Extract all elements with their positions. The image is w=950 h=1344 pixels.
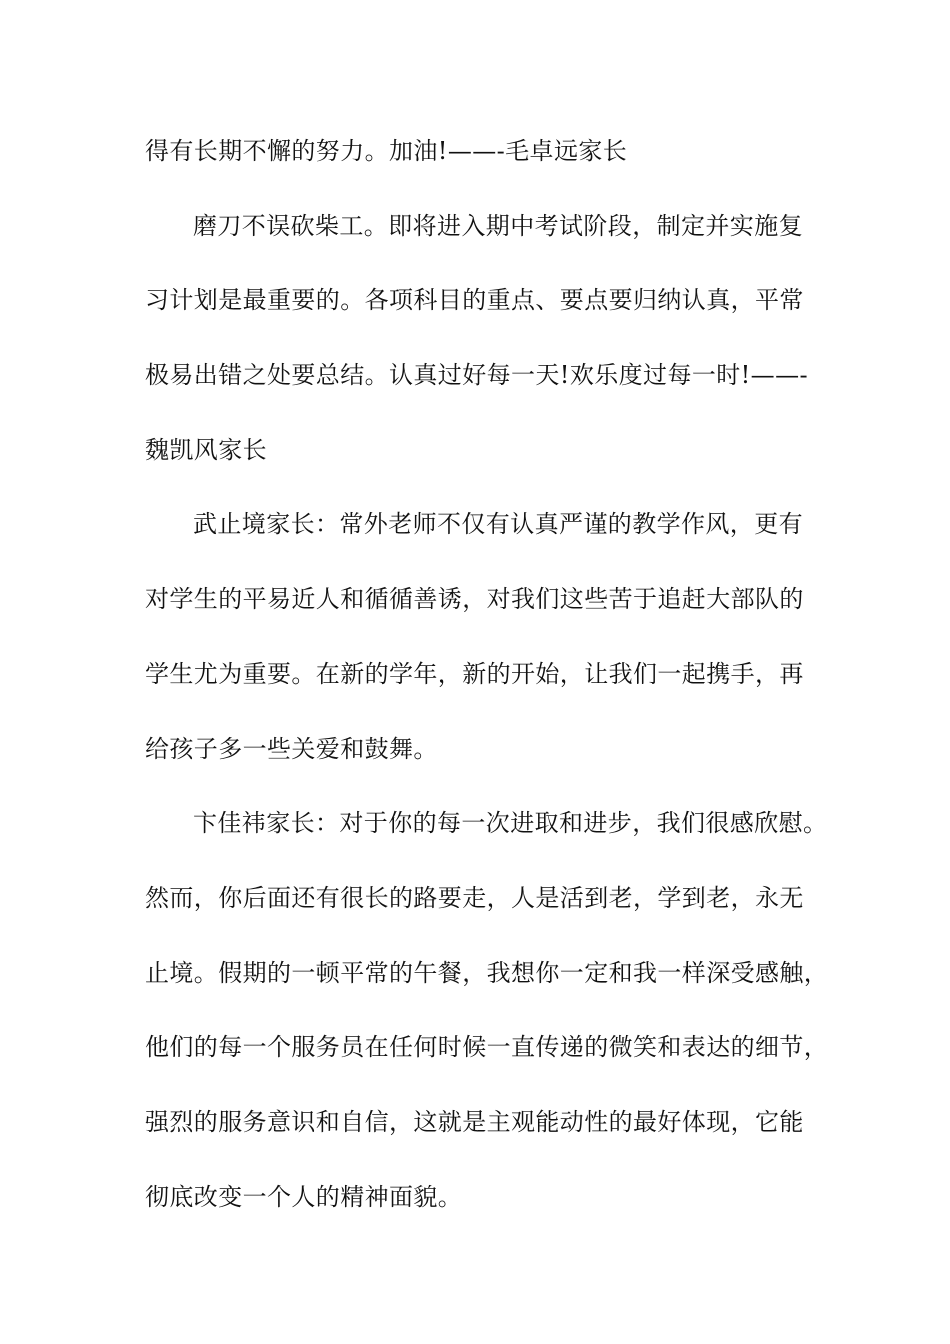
text-line: 然而，你后面还有很长的路要走，人是活到老，学到老，永无 [145,883,804,912]
text-line: 给孩子多一些关爱和鼓舞。 [145,734,438,763]
text-line: 止境。假期的一顿平常的午餐，我想你一定和我一样深受感触， [145,958,829,987]
text-line: 学生尤为重要。在新的学年，新的开始，让我们一起携手，再 [145,659,804,688]
text-line: 习计划是最重要的。各项科目的重点、要点要归纳认真，平常 [145,286,804,315]
text-line: 彻底改变一个人的精神面貌。 [145,1182,463,1211]
document-body [145,127,829,1247]
paragraph-start-line: 卞佳祎家长：对于你的每一次进取和进步，我们很感欣慰。 [193,809,828,838]
text-line: 对学生的平易近人和循循善诱，对我们这些苦于追赶大部队的 [145,585,804,614]
paragraph-start-line: 武止境家长：常外老师不仅有认真严谨的教学作风，更有 [193,510,803,539]
text-line: 强烈的服务意识和自信，这就是主观能动性的最好体现，它能 [145,1107,804,1136]
text-line: 得有长期不懈的努力。加油!——-毛卓远家长 [145,137,628,165]
text-line: 魏凯风家长 [145,435,267,464]
text-line: 他们的每一个服务员在任何时候一直传递的微笑和表达的细节， [145,1033,829,1062]
text-line: 极易出错之处要总结。认真过好每一天!欢乐度过每一时!——- [145,361,808,390]
paragraph-start-line: 磨刀不误砍柴工。即将进入期中考试阶段，制定并实施复 [193,211,803,240]
